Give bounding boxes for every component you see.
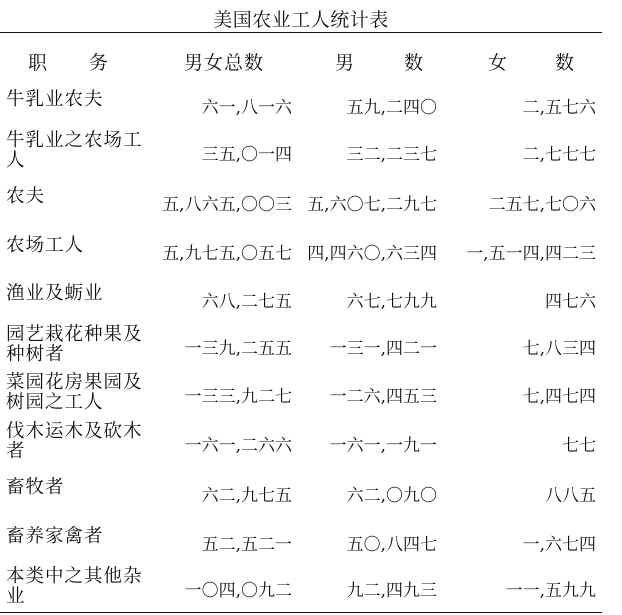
job-cell: 本类中之其他杂业 xyxy=(6,566,143,607)
table-row xyxy=(0,175,602,224)
job-cell: 畜养家禽者 xyxy=(6,525,104,547)
male-cell: 六二,〇九〇 xyxy=(346,486,437,506)
total-cell: 六一,八一六 xyxy=(201,98,292,118)
total-cell: 一三三,九二七 xyxy=(184,387,292,407)
total-cell: 三五,〇一四 xyxy=(201,144,292,165)
table-row xyxy=(0,272,602,321)
table-row xyxy=(0,466,602,515)
male-cell: 四,四六〇,六三四 xyxy=(307,243,437,264)
female-cell: 一,六七四 xyxy=(522,534,596,555)
header-rule xyxy=(0,32,602,33)
table-row xyxy=(0,127,602,176)
female-cell: 一,五一四,四二三 xyxy=(466,243,596,264)
table-row xyxy=(0,418,602,467)
male-cell: 六七,七九九 xyxy=(346,292,437,312)
total-cell: 五二,五二一 xyxy=(201,534,292,555)
header-female: 女数 xyxy=(488,52,622,74)
total-cell: 一六一,二六六 xyxy=(184,435,292,456)
table-row xyxy=(0,515,602,564)
job-cell: 园艺栽花种果及种树者 xyxy=(6,323,143,365)
male-cell: 五,六〇七,二九七 xyxy=(307,195,437,215)
table-row xyxy=(0,321,602,370)
job-cell: 畜牧者 xyxy=(6,477,65,498)
header-male: 男数 xyxy=(335,52,474,74)
table-row xyxy=(0,78,602,127)
total-cell: 五,九七五,〇五七 xyxy=(162,243,292,264)
female-cell: 一一,五九九 xyxy=(505,581,596,601)
female-cell: 二五七,七〇六 xyxy=(488,195,596,215)
male-cell: 一三一,四二一 xyxy=(329,338,437,359)
total-cell: 六八,二七五 xyxy=(201,292,292,312)
male-cell: 九二,四九三 xyxy=(346,581,437,601)
female-cell: 二,五七六 xyxy=(522,98,596,118)
job-cell: 伐木运木及砍木者 xyxy=(6,420,143,462)
female-cell: 七,八三四 xyxy=(522,338,596,359)
total-cell: 六二,九七五 xyxy=(201,486,292,506)
female-cell: 四七六 xyxy=(545,292,596,312)
total-cell: 一〇四,〇九二 xyxy=(184,581,292,601)
table-row xyxy=(0,563,602,612)
job-cell: 农场工人 xyxy=(6,234,85,256)
job-cell: 牛乳业之农场工人 xyxy=(6,129,143,171)
male-cell: 一二六,四五三 xyxy=(329,387,437,407)
male-cell: 五〇,八四七 xyxy=(346,534,437,555)
job-cell: 渔业及蛎业 xyxy=(6,283,104,304)
table-row xyxy=(0,369,602,418)
job-cell: 牛乳业农夫 xyxy=(6,89,104,110)
header-total: 男女总数 xyxy=(184,52,265,74)
male-cell: 一六一,一九一 xyxy=(329,435,437,456)
total-cell: 五,八六五,〇〇三 xyxy=(162,195,292,215)
table-body xyxy=(0,78,602,612)
female-cell: 七,四七四 xyxy=(522,387,596,407)
female-cell: 二,七七七 xyxy=(522,144,596,165)
male-cell: 三二,二三七 xyxy=(346,144,437,165)
bottom-rule xyxy=(0,612,602,613)
job-cell: 农夫 xyxy=(6,186,46,207)
table-row xyxy=(0,224,602,273)
header-job: 职务 xyxy=(28,52,151,74)
total-cell: 一三九,二五五 xyxy=(184,338,292,359)
table-title: 美国农业工人统计表 xyxy=(213,9,389,31)
job-cell: 菜园花房果园及树园之工人 xyxy=(6,372,143,413)
male-cell: 五九,二四〇 xyxy=(346,98,437,118)
female-cell: 七七 xyxy=(562,435,596,456)
female-cell: 八八五 xyxy=(545,486,596,506)
